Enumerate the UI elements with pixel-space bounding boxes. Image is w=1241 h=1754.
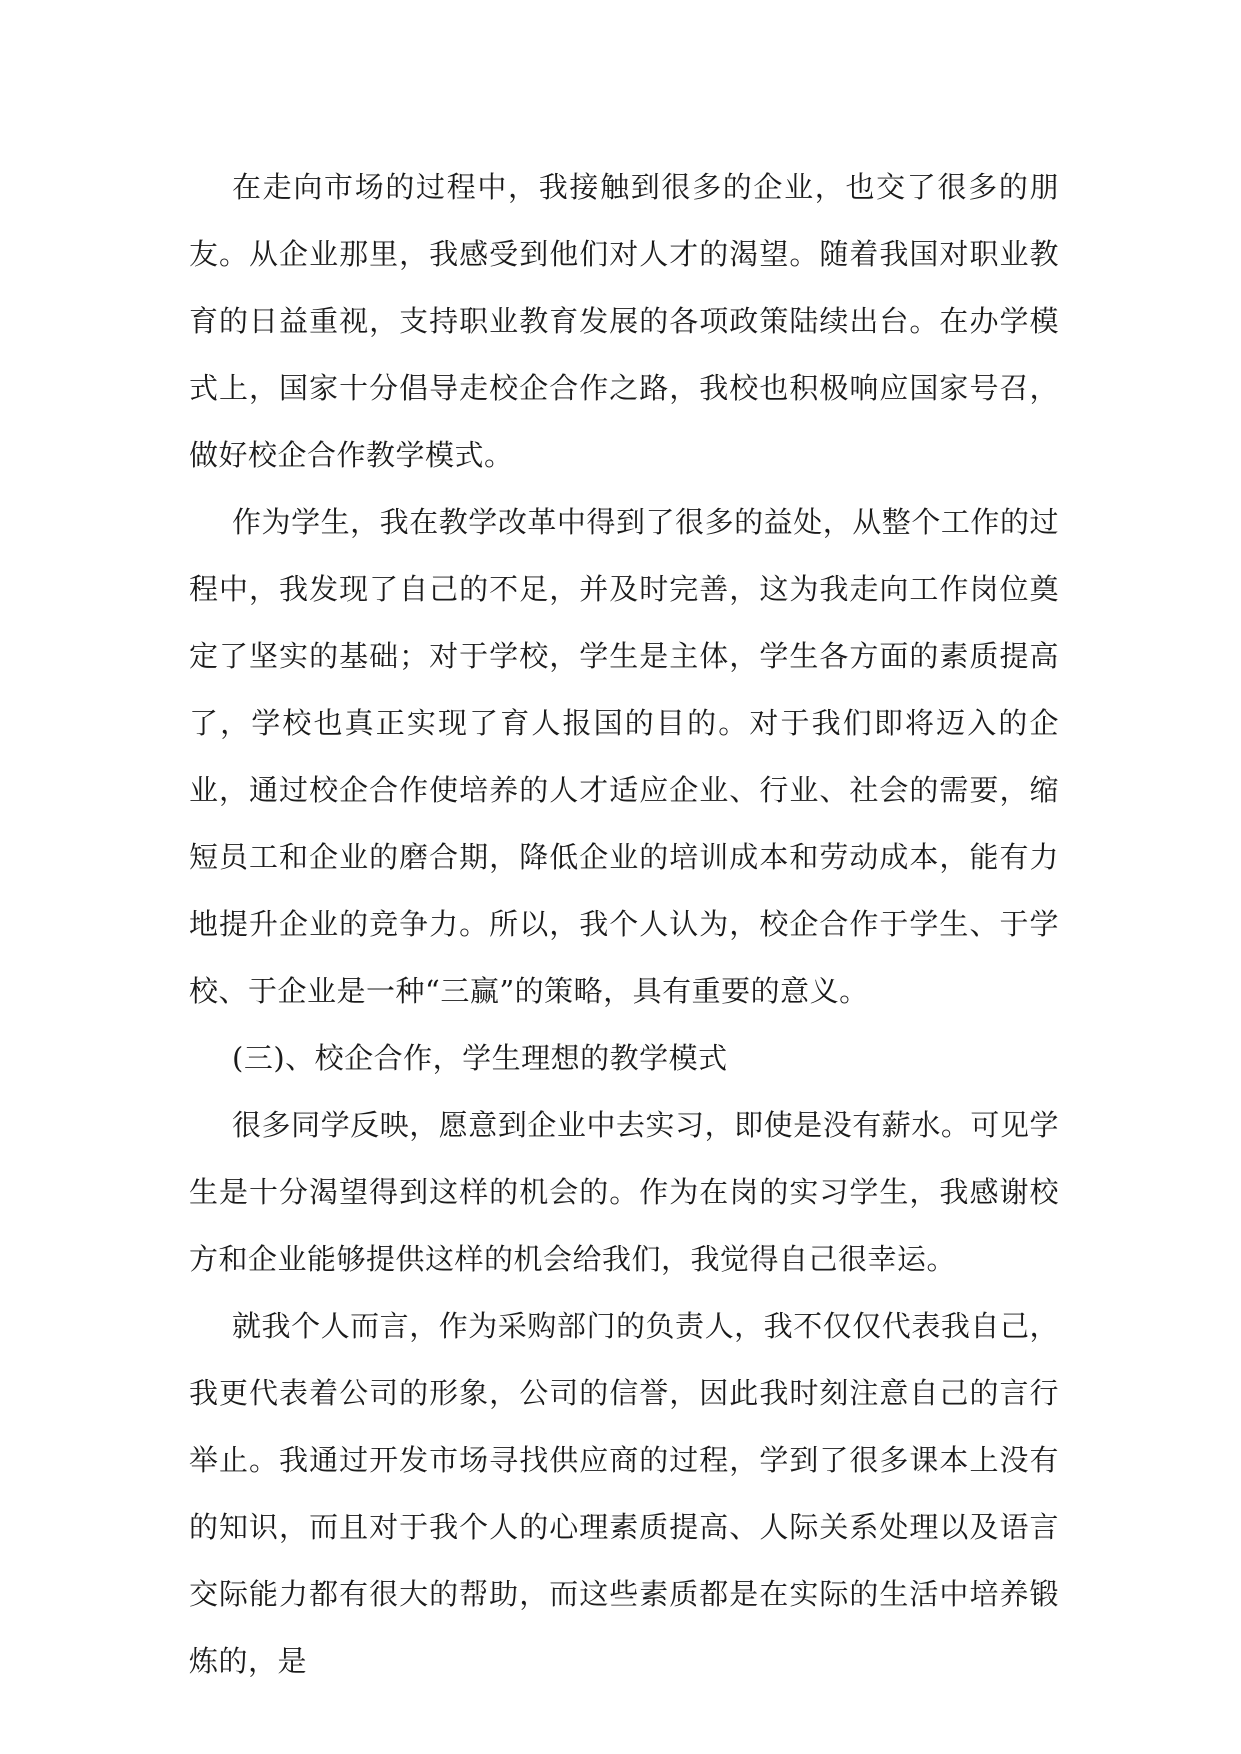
document-body (189, 154, 1059, 1695)
paragraph-market-experience: 在走向市场的过程中，我接触到很多的企业，也交了很多的朋友。从企业那里，我感受到他们对人才的渴望。随着我国对职业教育的日益重视，支持职业教育发展的各项政策陆续出台。在办学模式上，国家十分倡导走校企合作之路，我校也积极响应国家号召，做好校企合作教学模式。 (189, 170, 1059, 472)
paragraph-internship-wish: 很多同学反映，愿意到企业中去实习，即使是没有薪水。可见学生是十分渴望得到这样的机会的。作为在岗的实习学生，我感谢校方和企业能够提供这样的机会给我们，我觉得自己很幸运。 (189, 1108, 1059, 1276)
paragraph-personal-experience: 就我个人而言，作为采购部门的负责人，我不仅仅代表我自己，我更代表着公司的形象，公司的信誉，因此我时刻注意自己的言行举止。我通过开发市场寻找供应商的过程，学到了很多课本上没有的知识，而且对于我个人的心理素质提高、人际关系处理以及语言交际能力都有很大的帮助，而这些素质都是在实际的生活中培养锻炼的，是 (189, 1309, 1059, 1678)
section-heading-ideal-teaching-mode: (三)、校企合作，学生理想的教学模式 (232, 1041, 728, 1075)
paragraph-student-benefits: 作为学生，我在教学改革中得到了很多的益处，从整个工作的过程中，我发现了自己的不足，并及时完善，这为我走向工作岗位奠定了坚实的基础；对于学校，学生是主体，学生各方面的素质提高了，学校也真正实现了育人报国的目的。对于我们即将迈入的企业，通过校企合作使培养的人才适应企业、行业、社会的需要，缩短员工和企业的磨合期，降低企业的培训成本和劳动成本，能有力地提升企业的竞争力。所以，我个人认为，校企合作于学生、于学校、于企业是一种“三赢”的策略，具有重要的意义。 (189, 505, 1059, 1008)
